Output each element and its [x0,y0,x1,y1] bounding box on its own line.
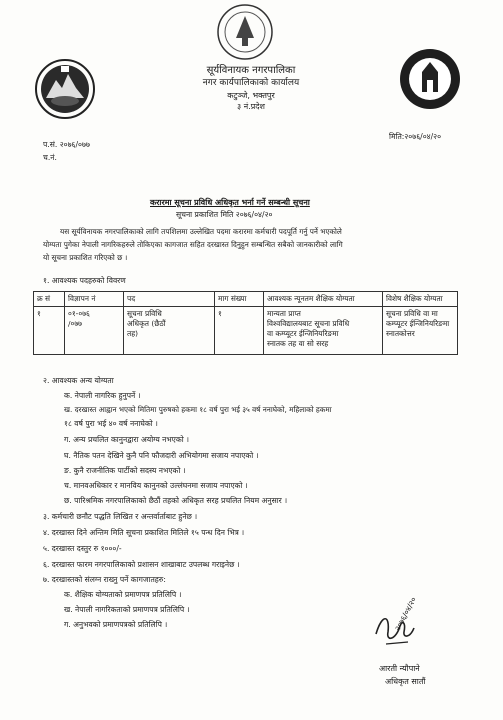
signature-scribble-icon [372,604,464,654]
header-min-qualification: आवश्यक न्यूनतम शैक्षिक योग्यता [264,292,383,307]
requirement-item: घ. नैतिक पतन देखिने कुनै पनि फौजदारी अभियोगमा सजाय नपाएको । [64,451,259,460]
requirement-item: ख. दरखास्त आह्वान भएको मितिमा पुरुषको हकमा १८ वर्ष पुरा भई ३५ वर्ष ननाघेको, महिलाको हकमा [64,405,332,414]
cell-post [124,307,215,355]
signatory-name: आरती न्यौपाने [379,664,420,673]
table-header-row [34,292,458,307]
signature-date: २०७६/०४/२० [393,595,419,633]
min-qualification-line-1: मान्यता प्राप्त [267,309,301,318]
document-item: ख. नेपाली नागरिकताको प्रमाणपत्र प्रतिलिपि । [64,605,190,614]
requirement-item: ङ. कुनै राजनीतिक पार्टीको सदस्य नभएको । [64,466,186,475]
intro-line-1: यस सूर्यविनायक नगरपालिकाको लागि तपशिलमा उल्लेखित पदमा करारमा कर्मचारी पदपूर्ति गर्नु पर्ने भएकोले [60,227,342,236]
post-line-2: अधिकृत (छैठौं [127,319,166,328]
min-qualification-line-2: विश्वविद्यालयबाट सूचना प्रविधि [267,319,350,328]
nepal-emblem-icon [34,58,96,120]
document-item: ग. अनुभवको प्रमाणपत्रको प्रतिलिपि । [64,620,168,629]
header-sn: क्र सं [34,292,65,307]
header-advertisement-no: विज्ञापन नं [65,292,124,307]
intro-line-2: योग्यता पुगेका नेपाली नागरिकहरुले तोकिएका कागजात सहित दरखास्त दिनुहुन सम्बन्धित सबैको जानकारीको लागि [43,240,343,249]
section-2-heading: २. आवश्यक अन्य योग्यता [43,376,114,385]
cell-advertisement-no [65,307,124,355]
post-line-3: तह) [127,329,139,338]
vacancy-table [33,291,458,355]
office-location: कटुञ्जे, भक्तपुर [227,91,275,100]
office-name: सूर्यविनायक नगरपालिका [206,65,296,76]
section-1-heading: १. आवश्यक पदहरुको विवरण [43,276,126,285]
special-qualification-line-3: स्नातकोत्तर [386,329,415,338]
cell-demand: १ [215,307,264,355]
signatory-role: अधिकृत सातौं [385,677,426,686]
requirement-item: छ. पारिश्रमिक नगरपालिकाको छैठौं तहको अधिकृत सरह प्रचलित नियम अनुसार । [64,496,288,505]
office-province: ३ नं.प्रदेश [237,102,265,111]
municipality-logo-icon [398,46,462,112]
cell-special-qualification [383,307,458,355]
publish-date: सूचना प्रकाशित मिति २०७६/०४/२० [176,210,273,219]
header-special-qualification: विशेष शैक्षिक योग्यता [383,292,458,307]
intro-line-3: यो सूचना प्रकाशित गरिएको छ । [43,253,128,262]
municipality-seal-icon [214,2,276,62]
table-row [34,307,458,355]
cell-sn: १ [34,307,65,355]
section-6: ६. दरखास्त फारम नगरपालिकाको प्रशासन शाखाबाट उपलब्ध गराइनेछ । [43,560,240,569]
special-qualification-line-1: सूचना प्रविधि वा मा [386,309,438,318]
post-line-1: सूचना प्रविधि [127,309,162,318]
section-4: ४. दरखास्त दिने अन्तिम मिति सूचना प्रकाशित मितिले १५ पन्ध दिन भित्र । [43,528,245,537]
requirement-item: च. मानवअधिकार र मानविय कानुनको उल्लंघनमा सजाय नपाएको । [64,481,248,490]
document-item: क. शैक्षिक योग्यताको प्रमाणपत्र प्रतिलिपि । [64,590,182,599]
cell-min-qualification [264,307,383,355]
notice-title: करारमा सूचना प्रविधि अधिकृत भर्ना गर्ने सम्बन्धी सूचना [150,198,310,207]
header-post: पद [124,292,215,307]
section-3: ३. कर्मचारी छनौट पद्धति लिखित र अन्तर्वार्ताबाट हुनेछ । [43,512,198,521]
dispatch-number: च.नं. [43,153,57,162]
special-qualification-line-2: कम्प्यूटर ईन्जिनियरिङमा [386,319,450,328]
min-qualification-line-4: स्नातक तह वा सो सरह [267,339,329,348]
requirement-item: ग. अन्य प्रचलित कानुनद्वारा अयोग्य नभएको । [64,435,189,444]
document-date: मिति:२०७६/०४/२० [389,132,442,141]
reference-number: प.सं. २०७६/०७७ [43,140,90,149]
section-7: ७. दरखास्तको संलग्न राख्नु पर्ने कागजातहरु: [43,575,166,584]
office-subtitle: नगर कार्यपालिकाको कार्यालय [202,78,300,88]
requirement-item: १८ वर्ष पुरा भई ४० वर्ष ननाघेको । [64,419,158,428]
advertisement-no-line-1: ०१-०७६ [68,309,90,318]
advertisement-no-line-2: /०७७ [68,319,83,328]
requirement-item: क. नेपाली नागरिक हुनुपर्ने । [64,391,141,400]
min-qualification-line-3: वा कम्प्यूटर ईन्जिनियरिङमा [267,329,339,338]
header-demand: माग संख्या [215,292,264,307]
section-5: ५. दरखास्त दस्तुर रु १०००/- [43,544,122,553]
